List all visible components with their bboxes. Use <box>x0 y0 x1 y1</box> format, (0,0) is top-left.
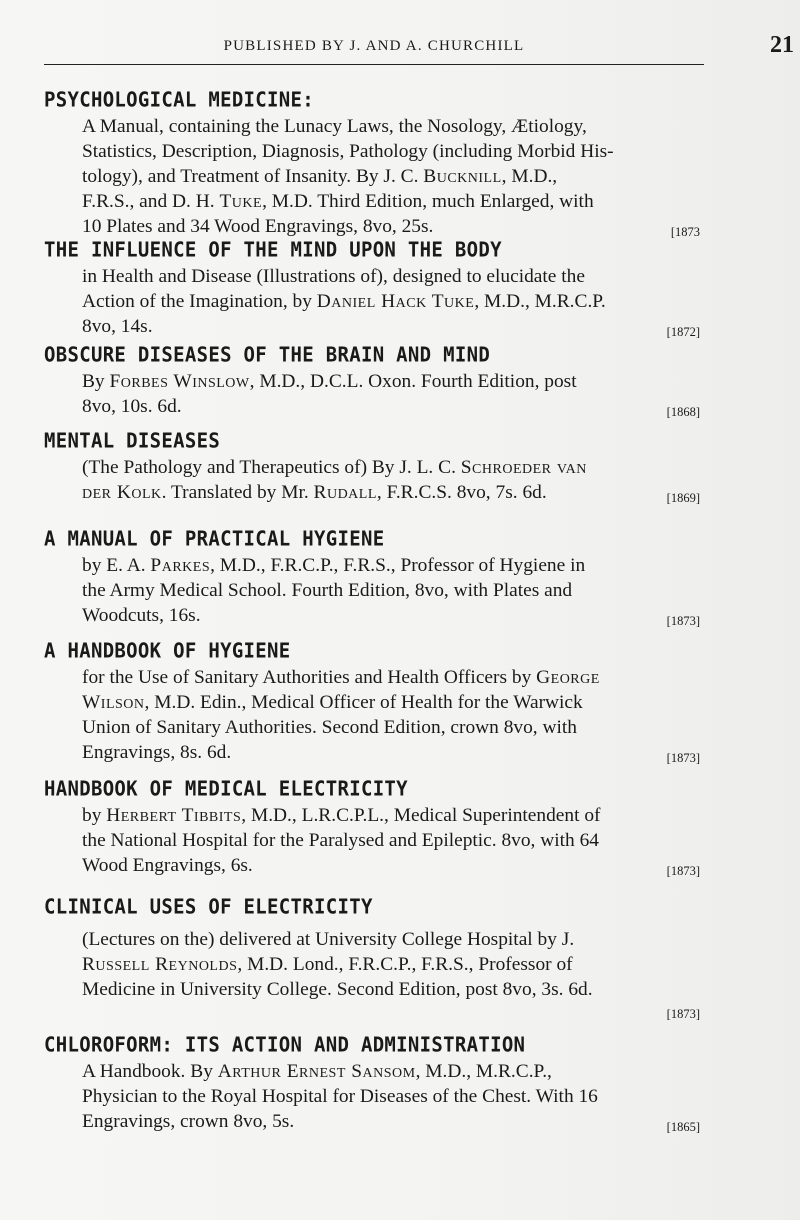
author-name: Tuke <box>219 191 263 212</box>
publication-year: [1869] <box>666 491 700 505</box>
catalogue-entry <box>44 637 700 775</box>
text-line: in Health and Disease (Illustrations of), designed to elucidate the <box>82 266 585 287</box>
text-run: Wood Engravings, 6s. <box>82 855 253 876</box>
text-run: by <box>82 805 107 826</box>
text-run: , M.D. Edin., Medical Officer of Health for the Warwick <box>144 692 583 713</box>
entry-description <box>82 369 700 419</box>
running-title: PUBLISHED BY J. AND A. CHURCHILL <box>223 38 525 54</box>
text-line <box>82 1002 700 1022</box>
entry-heading: CLINICAL USES OF ELECTRICITY <box>44 895 373 919</box>
publication-year: [1865] <box>666 1120 700 1134</box>
catalogue-entry <box>44 86 700 239</box>
entry-description <box>82 114 700 239</box>
text-run: , M.D., M.R.C.P., <box>415 1061 552 1082</box>
text-line <box>82 455 700 480</box>
publication-year: [1873] <box>666 751 700 765</box>
entry-heading: HANDBOOK OF MEDICAL ELECTRICITY <box>44 777 408 801</box>
text-run: , M.D. Lond., F.R.C.P., F.R.S., Professor of <box>237 954 573 975</box>
text-line: Medicine in University College. Second Edition, post 8vo, 3s. 6d. <box>82 979 593 1000</box>
publication-year: [1873] <box>666 614 700 628</box>
text-run: A Handbook. By <box>82 1061 218 1082</box>
text-line <box>82 952 700 977</box>
author-name: Schroeder van <box>460 457 587 478</box>
text-line <box>82 1059 700 1084</box>
text-run: for the Use of Sanitary Authorities and Health Officers by <box>82 667 537 688</box>
text-run: 8vo, 10s. 6d. <box>82 396 182 417</box>
text-run: Woodcuts, 16s. <box>82 605 201 626</box>
author-name: Daniel Hack Tuke <box>316 291 475 312</box>
text-line: Statistics, Description, Diagnosis, Pathology (including Morbid His- <box>82 141 614 162</box>
text-run: , M.D., <box>501 166 558 187</box>
publication-year: [1873] <box>666 1007 700 1021</box>
text-line <box>82 690 700 715</box>
text-line <box>82 394 700 419</box>
author-name: Russell Reynolds <box>82 954 238 975</box>
author-name: Bucknill <box>423 166 502 187</box>
entry-description <box>82 665 700 765</box>
publication-year: [1872] <box>666 325 700 339</box>
text-line: the National Hospital for the Paralysed and Epileptic. 8vo, with 64 <box>82 830 599 851</box>
text-line <box>82 1109 700 1134</box>
entry-description <box>82 803 700 878</box>
text-run: , M.D., D.C.L. Oxon. Fourth Edition, post <box>249 371 577 392</box>
text-run: Engravings, 8s. 6d. <box>82 742 232 763</box>
catalogue-entries <box>44 86 700 1140</box>
entry-description <box>82 264 700 339</box>
text-run: Action of the Imagination, by <box>82 291 317 312</box>
entry-description <box>82 1059 700 1134</box>
text-line <box>82 665 700 690</box>
catalogue-entry <box>44 341 700 427</box>
text-line: Physician to the Royal Hospital for Diseases of the Chest. With 16 <box>82 1086 598 1107</box>
entry-heading: MENTAL DISEASES <box>44 429 221 453</box>
author-name: Forbes Winslow <box>109 371 250 392</box>
publication-year: [1873 <box>670 225 700 239</box>
text-line <box>82 164 700 189</box>
entry-heading: A HANDBOOK OF HYGIENE <box>44 639 291 663</box>
text-line <box>82 289 700 314</box>
page-number: 21 <box>770 32 794 58</box>
text-run: 8vo, 14s. <box>82 316 153 337</box>
catalogue-entry <box>44 525 700 637</box>
text-run: , M.D. Third Edition, much Enlarged, with <box>262 191 594 212</box>
text-line <box>82 803 700 828</box>
text-line <box>82 314 700 339</box>
catalogue-entry <box>44 893 700 1031</box>
text-line <box>82 740 700 765</box>
running-head <box>44 30 794 65</box>
text-run: tology), and Treatment of Insanity. By J. C. <box>82 166 424 187</box>
text-run: (The Pathology and Therapeutics of) By J. L. C. <box>82 457 461 478</box>
text-line: the Army Medical School. Fourth Edition, 8vo, with Plates and <box>82 580 573 601</box>
entry-heading: THE INFLUENCE OF THE MIND UPON THE BODY <box>44 238 502 262</box>
catalogue-entry <box>44 427 700 525</box>
text-line <box>82 369 700 394</box>
entry-description <box>82 927 700 1022</box>
text-run: , F.R.C.S. 8vo, 7s. 6d. <box>376 482 547 503</box>
author-name: Arthur Ernest Sansom <box>217 1061 416 1082</box>
entry-heading: A MANUAL OF PRACTICAL HYGIENE <box>44 527 385 551</box>
catalogue-entry <box>44 236 700 341</box>
publication-year: [1868] <box>666 405 700 419</box>
entry-heading: OBSCURE DISEASES OF THE BRAIN AND MIND <box>44 343 491 367</box>
author-name: der Kolk <box>82 482 162 503</box>
author-name: Wilson <box>82 692 145 713</box>
text-line <box>82 853 700 878</box>
text-run: . Translated by Mr. <box>161 482 314 503</box>
text-run: By <box>82 371 110 392</box>
text-line <box>82 603 700 628</box>
author-name: Herbert Tibbits <box>106 805 242 826</box>
text-run: , M.D., L.R.C.P.L., Medical Superintendent of <box>241 805 601 826</box>
text-run: 10 Plates and 34 Wood Engravings, 8vo, 25s. <box>82 216 434 237</box>
entry-heading: PSYCHOLOGICAL MEDICINE: <box>44 88 314 112</box>
author-name: Parkes <box>150 555 211 576</box>
text-line: (Lectures on the) delivered at University College Hospital by J. <box>82 929 575 950</box>
entry-heading: CHLOROFORM: ITS ACTION AND ADMINISTRATION <box>44 1033 526 1057</box>
text-run: , M.D., F.R.C.P., F.R.S., Professor of Hygiene in <box>210 555 586 576</box>
text-run: Engravings, crown 8vo, 5s. <box>82 1111 295 1132</box>
text-line: A Manual, containing the Lunacy Laws, the Nosology, Ætiology, <box>82 116 587 137</box>
text-run: , M.D., M.R.C.P. <box>474 291 606 312</box>
text-run: F.R.S., and D. H. <box>82 191 220 212</box>
text-line <box>82 553 700 578</box>
publication-year: [1873] <box>666 864 700 878</box>
catalogue-entry <box>44 1031 700 1134</box>
author-name: Rudall <box>313 482 377 503</box>
text-run: by E. A. <box>82 555 151 576</box>
text-line <box>82 189 700 214</box>
text-line <box>82 480 700 505</box>
text-line: Union of Sanitary Authorities. Second Edition, crown 8vo, with <box>82 717 577 738</box>
catalogue-entry <box>44 775 700 893</box>
entry-description <box>82 553 700 628</box>
author-name: George <box>536 667 600 688</box>
entry-description <box>82 455 700 505</box>
